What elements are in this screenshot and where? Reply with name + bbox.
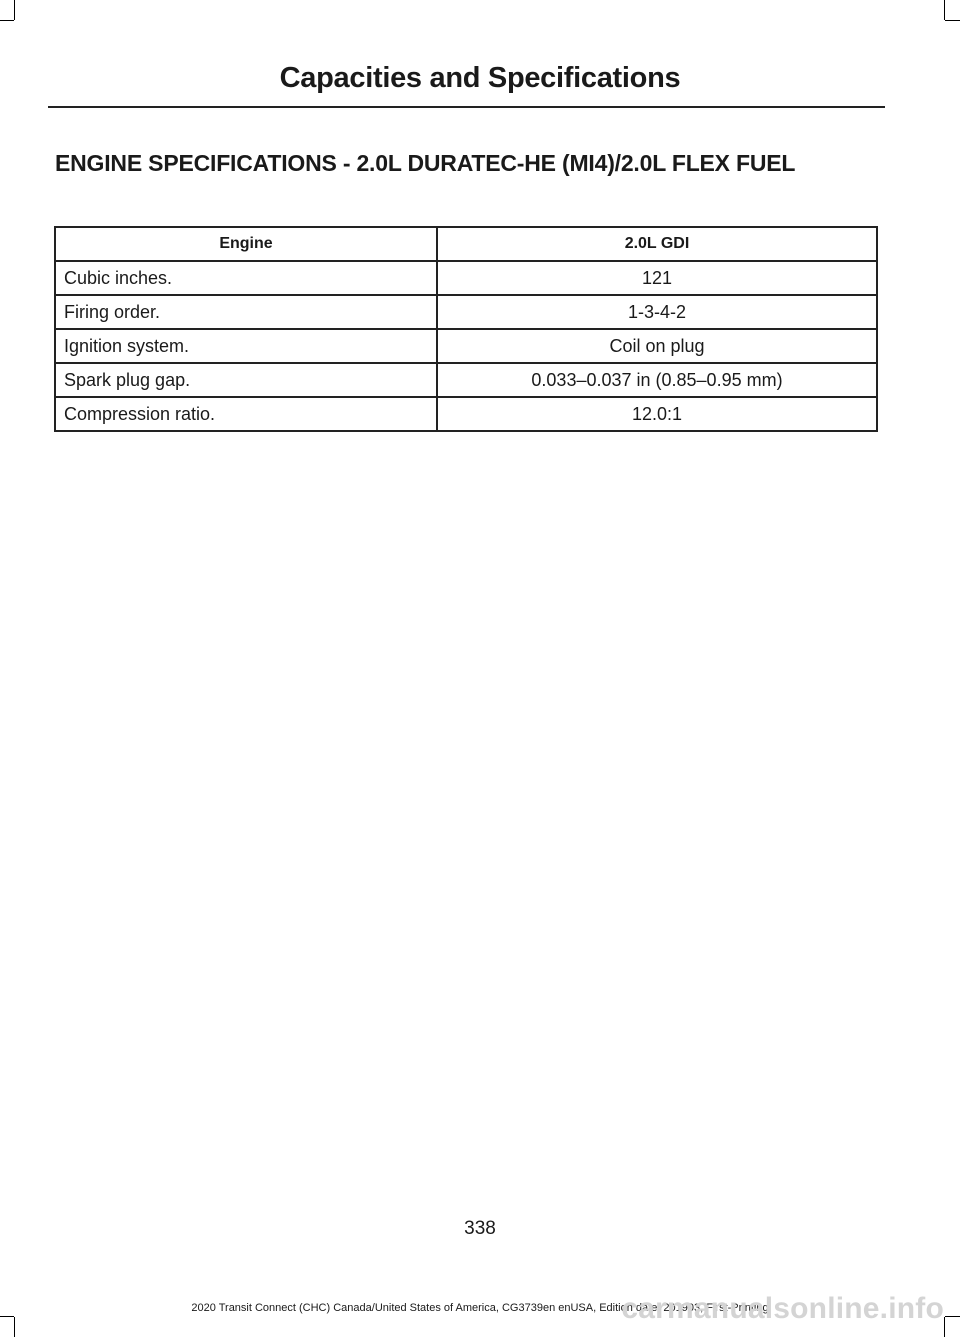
crop-mark bbox=[944, 0, 945, 20]
section-title: ENGINE SPECIFICATIONS - 2.0L DURATEC-HE (MI4)/2.0L FLEX FUEL bbox=[55, 150, 796, 176]
crop-mark bbox=[945, 20, 960, 21]
crop-mark bbox=[0, 20, 14, 21]
page-header-title: Capacities and Specifications bbox=[279, 62, 681, 94]
spec-value: 121 bbox=[437, 261, 877, 295]
crop-mark bbox=[14, 1317, 15, 1337]
crop-mark bbox=[944, 1317, 945, 1337]
crop-mark bbox=[14, 0, 15, 20]
table-row bbox=[55, 261, 877, 295]
spec-value: 1-3-4-2 bbox=[437, 295, 877, 329]
spec-label: Spark plug gap. bbox=[55, 363, 437, 397]
spec-value: 12.0:1 bbox=[437, 397, 877, 431]
header-divider bbox=[48, 106, 885, 108]
spec-label: Compression ratio. bbox=[55, 397, 437, 431]
crop-mark bbox=[945, 1316, 960, 1317]
table-header-row bbox=[55, 227, 877, 261]
table-row bbox=[55, 295, 877, 329]
engine-spec-table bbox=[54, 226, 878, 432]
column-header: 2.0L GDI bbox=[437, 227, 877, 261]
table-row bbox=[55, 397, 877, 431]
spec-label: Ignition system. bbox=[55, 329, 437, 363]
spec-value: 0.033–0.037 in (0.85–0.95 mm) bbox=[437, 363, 877, 397]
column-header: Engine bbox=[55, 227, 437, 261]
spec-label: Cubic inches. bbox=[55, 261, 437, 295]
footer-text: 2020 Transit Connect (CHC) Canada/United States of America, CG3739en enUSA, Edition date: 201903, First-Printing bbox=[191, 1302, 769, 1314]
table-row bbox=[55, 363, 877, 397]
page-number: 338 bbox=[464, 1218, 496, 1239]
crop-mark bbox=[0, 1316, 14, 1317]
table-row bbox=[55, 329, 877, 363]
watermark: carmanualsonline.info bbox=[621, 1292, 944, 1325]
spec-value: Coil on plug bbox=[437, 329, 877, 363]
spec-label: Firing order. bbox=[55, 295, 437, 329]
